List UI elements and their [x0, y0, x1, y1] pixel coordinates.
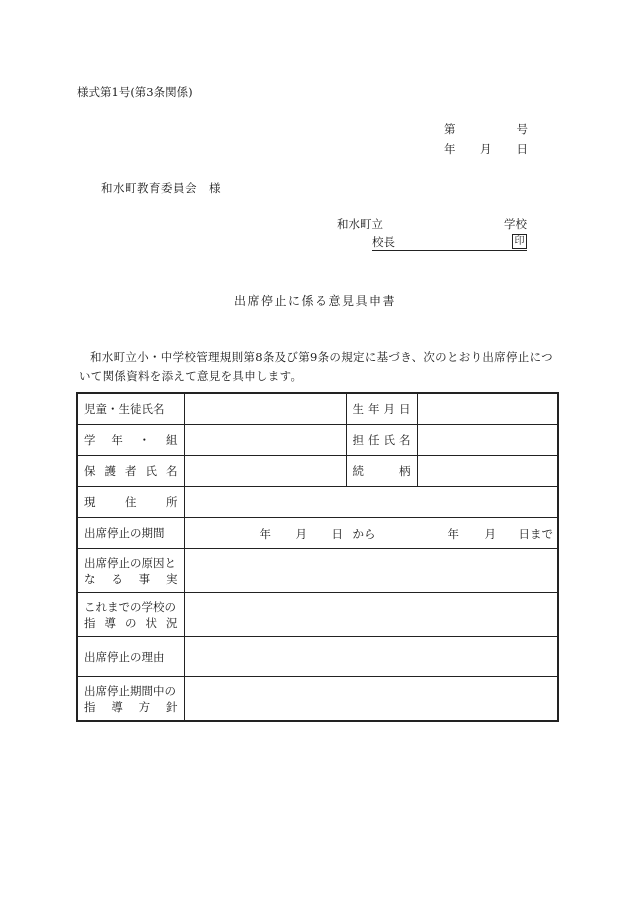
document-title: 出席停止に係る意見具申書	[233, 294, 396, 308]
table-row	[77, 677, 558, 722]
doc-number-suffix: 号	[516, 122, 528, 136]
grade-class-field[interactable]	[184, 425, 346, 456]
address-label: 現 住 所	[77, 487, 184, 518]
guardian-name-label: 保 護 者 氏 名	[77, 456, 184, 487]
relationship-field[interactable]	[417, 456, 558, 487]
guidance-policy-field[interactable]	[184, 677, 558, 722]
school-suffix: 学校	[504, 217, 527, 231]
date-year: 年	[444, 142, 456, 156]
opinion-form-table	[76, 392, 559, 722]
cause-label: 出席停止の原因と な る 事 実	[77, 549, 184, 593]
teacher-name-field[interactable]	[417, 425, 558, 456]
reason-field[interactable]	[184, 637, 558, 677]
seal-mark: 印	[512, 234, 527, 249]
birthdate-label: 生 年 月 日	[346, 393, 417, 425]
student-name-field[interactable]	[184, 393, 346, 425]
guidance-status-label: これまでの学校の 指 導 の 状 況	[77, 593, 184, 637]
table-row	[77, 425, 558, 456]
table-row	[77, 487, 558, 518]
principal-line	[372, 234, 527, 251]
grade-class-label: 学 年 ・ 組	[77, 425, 184, 456]
birthdate-field[interactable]	[417, 393, 558, 425]
principal-label: 校長	[372, 235, 395, 249]
cause-field[interactable]	[184, 549, 558, 593]
table-row	[77, 456, 558, 487]
table-row	[77, 549, 558, 593]
student-name-label: 児童・生徒氏名	[77, 393, 184, 425]
intro-paragraph	[79, 348, 559, 386]
table-row	[77, 393, 558, 425]
period-label: 出席停止の期間	[77, 518, 184, 549]
guardian-name-field[interactable]	[184, 456, 346, 487]
reason-label: 出席停止の理由	[77, 637, 184, 677]
addressee: 和水町教育委員会 様	[101, 181, 221, 195]
address-field[interactable]	[184, 487, 558, 518]
period-field[interactable]: 年 月 日 から 年 月 日まで	[184, 518, 558, 549]
date-month: 月	[480, 142, 492, 156]
town-prefix: 和水町立	[337, 217, 383, 231]
teacher-name-label: 担 任 氏 名	[346, 425, 417, 456]
intro-text: 和水町立小・中学校管理規則第8条及び第9条の規定に基づき、次のとおり出席停止について関係資料を添えて意見を具申します。	[79, 350, 553, 383]
table-row	[77, 518, 558, 549]
guidance-policy-label: 出席停止期間中の 指 導 方 針	[77, 677, 184, 722]
guidance-status-field[interactable]	[184, 593, 558, 637]
doc-number-prefix: 第	[444, 122, 456, 136]
relationship-label: 続 柄	[346, 456, 417, 487]
table-row	[77, 593, 558, 637]
table-row	[77, 637, 558, 677]
date-day: 日	[516, 142, 528, 156]
form-number: 様式第1号(第3条関係)	[77, 85, 193, 99]
